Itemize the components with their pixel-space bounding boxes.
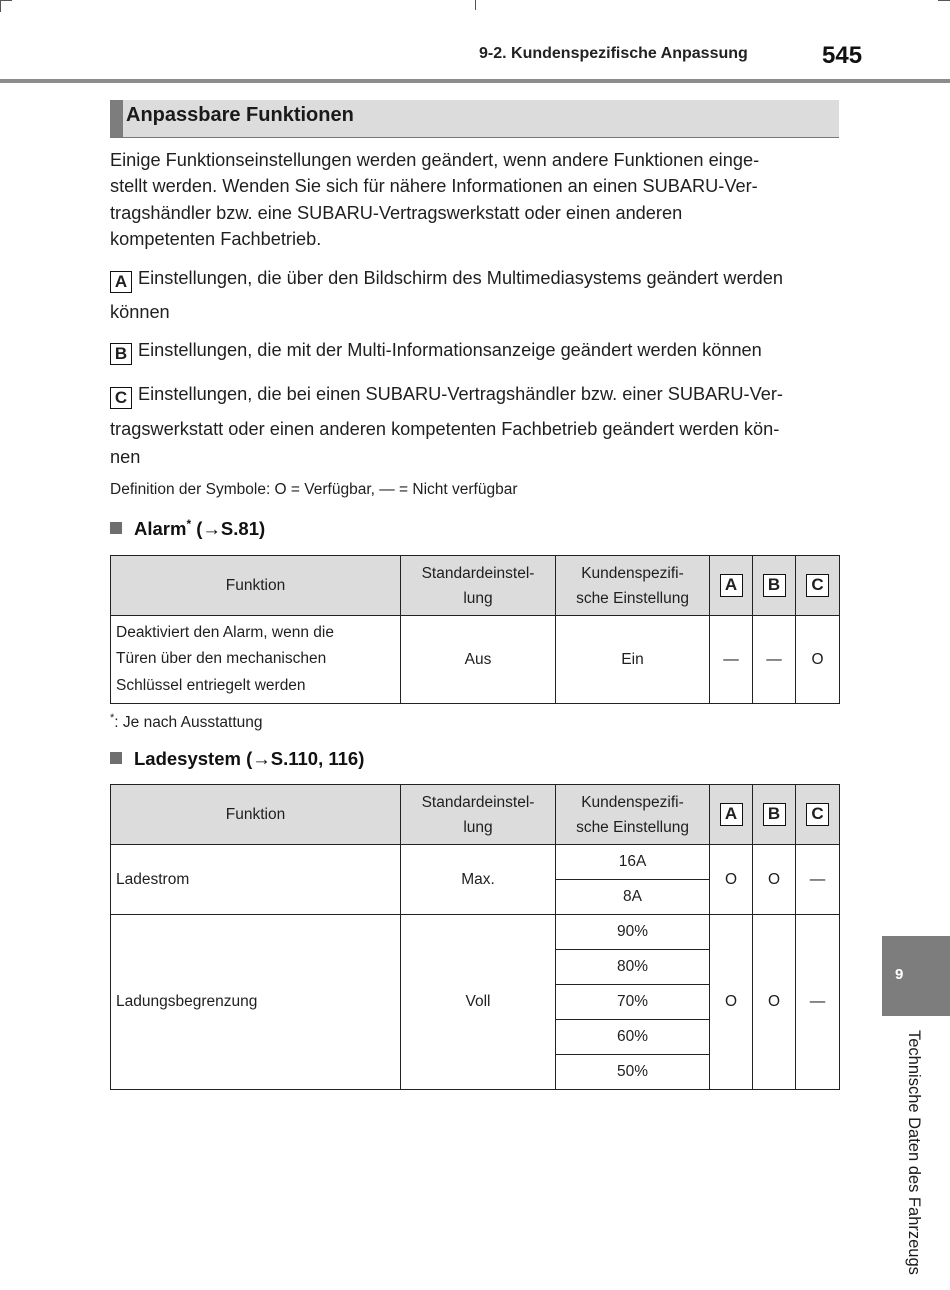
ladesystem-table — [110, 784, 840, 1090]
legend-a — [110, 268, 783, 293]
table-row — [111, 616, 840, 704]
key-a-icon: A — [720, 803, 743, 826]
ladungsbegrenzung-b: O — [753, 915, 796, 1090]
legend-c-cont: tragswerkstatt oder einen anderen kompetenten Fachbetrieb geändert werden kön- — [110, 419, 780, 439]
alarm-funktion-line: Deaktiviert den Alarm, wenn die — [116, 623, 334, 641]
col-standard — [401, 785, 556, 845]
col-custom-l1: Kundenspezifi- — [581, 564, 684, 582]
col-b — [753, 556, 796, 616]
col-standard-l1: Standardeinstel- — [421, 793, 535, 811]
key-c-icon: C — [806, 574, 829, 597]
square-bullet-icon — [110, 522, 122, 534]
col-custom — [556, 556, 710, 616]
col-c — [796, 785, 840, 845]
col-a — [710, 785, 753, 845]
legend-b-text: Einstellungen, die mit der Multi-Informationsanzeige geändert werden können — [138, 340, 762, 360]
key-a-icon: A — [110, 271, 132, 293]
alarm-table — [110, 555, 840, 704]
ladungsbegrenzung-option: 70% — [556, 985, 710, 1020]
symbol-definition: Definition der Symbole: O = Verfügbar, — = Nicht verfügbar — [110, 481, 518, 498]
ladungsbegrenzung-a: O — [710, 915, 753, 1090]
col-standard — [401, 556, 556, 616]
ladesystem-heading-text: Ladesystem (→S.110, 116) — [134, 748, 365, 769]
col-funktion: Funktion — [111, 785, 401, 845]
alarm-heading-text: Alarm — [134, 518, 187, 540]
ladungsbegrenzung-c: — — [796, 915, 840, 1090]
key-c-icon: C — [110, 387, 132, 409]
section-title-bar — [110, 100, 839, 138]
ladestrom-b: O — [753, 845, 796, 915]
col-custom-l2: sche Einstellung — [576, 818, 689, 836]
ladestrom-c: — — [796, 845, 840, 915]
ladungsbegrenzung-standard: Voll — [401, 915, 556, 1090]
alarm-standard: Aus — [401, 616, 556, 704]
intro-line: kompetenten Fachbetrieb. — [110, 228, 322, 249]
crop-mark-top-right — [938, 0, 950, 1]
alarm-funktion-line: Schlüssel entriegelt werden — [116, 676, 306, 694]
legend-c-cont: nen — [110, 447, 141, 467]
ladungsbegrenzung-option: 90% — [556, 915, 710, 950]
chapter-number: 9 — [895, 966, 904, 983]
chapter-tab[interactable] — [882, 936, 950, 1016]
key-c-icon: C — [806, 803, 829, 826]
alarm-heading — [110, 517, 265, 540]
footnote-text: : Je nach Ausstattung — [114, 714, 263, 732]
footnote-asterisk: * — [110, 712, 115, 724]
table-row — [111, 845, 840, 880]
section-title: Anpassbare Funktionen — [126, 104, 354, 126]
header-section-title: 9-2. Kundenspezifische Anpassung — [479, 45, 748, 62]
table-row — [111, 915, 840, 950]
ladungsbegrenzung-option: 80% — [556, 950, 710, 985]
col-custom — [556, 785, 710, 845]
ladungsbegrenzung-funktion: Ladungsbegrenzung — [111, 915, 401, 1090]
alarm-funktion — [111, 616, 401, 704]
key-a-icon: A — [720, 574, 743, 597]
legend-c-text: Einstellungen, die bei einen SUBARU-Vertragshändler bzw. einer SUBARU-Ver- — [138, 384, 783, 404]
table-header-row — [111, 785, 840, 845]
ladungsbegrenzung-option: 50% — [556, 1055, 710, 1090]
alarm-b: — — [753, 616, 796, 704]
ladestrom-standard: Max. — [401, 845, 556, 915]
col-funktion: Funktion — [111, 556, 401, 616]
col-custom-l2: sche Einstellung — [576, 589, 689, 607]
legend-c — [110, 384, 783, 409]
key-b-icon: B — [763, 574, 786, 597]
col-standard-l2: lung — [463, 589, 493, 607]
chapter-label: Technische Daten des Fahrzeugs — [905, 1030, 923, 1275]
header-rule — [0, 79, 950, 83]
alarm-funktion-line: Türen über den mechanischen — [116, 650, 327, 668]
ladestrom-funktion: Ladestrom — [111, 845, 401, 915]
crop-mark-left — [0, 0, 1, 12]
square-bullet-icon — [110, 752, 122, 764]
col-custom-l1: Kundenspezifi- — [581, 793, 684, 811]
alarm-custom: Ein — [556, 616, 710, 704]
alarm-a: — — [710, 616, 753, 704]
col-a — [710, 556, 753, 616]
section-title-accent — [110, 100, 123, 137]
key-b-icon: B — [763, 803, 786, 826]
ladestrom-a: O — [710, 845, 753, 915]
intro-line: tragshändler bzw. eine SUBARU-Vertragswerkstatt oder einen anderen — [110, 202, 683, 223]
intro-paragraph — [110, 147, 840, 252]
legend-a-cont: können — [110, 302, 170, 322]
alarm-asterisk: * — [186, 517, 192, 531]
col-standard-l2: lung — [463, 818, 493, 836]
col-c — [796, 556, 840, 616]
crop-mark-top-mid — [475, 0, 476, 10]
page-number: 545 — [822, 42, 863, 69]
ladungsbegrenzung-option: 60% — [556, 1020, 710, 1055]
col-standard-l1: Standardeinstel- — [421, 564, 535, 582]
crop-mark-top-left — [0, 0, 12, 1]
ladesystem-heading — [110, 748, 364, 770]
table-header-row — [111, 556, 840, 616]
col-b — [753, 785, 796, 845]
legend-b — [110, 340, 762, 365]
intro-line: stellt werden. Wenden Sie sich für nähere Informationen an einen SUBARU-Ver- — [110, 176, 758, 197]
key-b-icon: B — [110, 343, 132, 365]
ladestrom-option: 8A — [556, 880, 710, 915]
alarm-footnote — [110, 712, 263, 732]
legend-a-text: Einstellungen, die über den Bildschirm des Multimediasystems geändert werden — [138, 268, 783, 288]
ladestrom-option: 16A — [556, 845, 710, 880]
alarm-ref: (→S.81) — [196, 518, 266, 540]
intro-line: Einige Funktionseinstellungen werden geändert, wenn andere Funktionen einge- — [110, 150, 760, 170]
alarm-c: O — [796, 616, 840, 704]
